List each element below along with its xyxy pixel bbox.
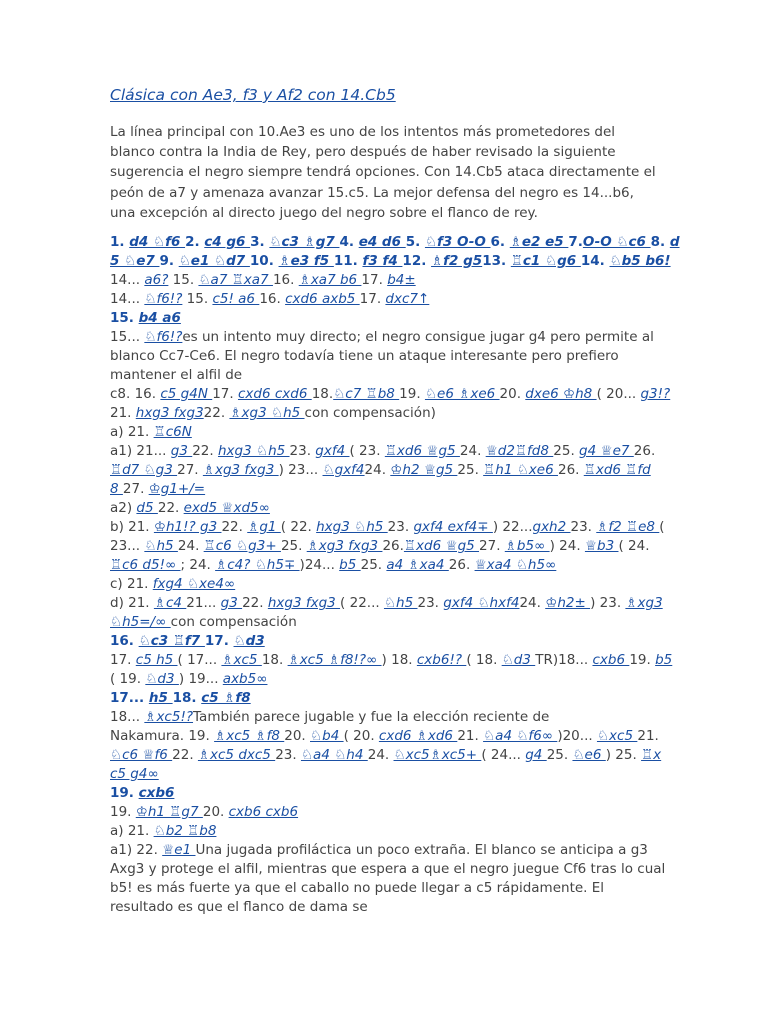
move-link[interactable]: ♘e1 ♘d7 xyxy=(178,253,250,269)
notation-line xyxy=(110,860,665,879)
move-link[interactable]: b4 a6 xyxy=(138,310,181,326)
move-link[interactable]: g3 xyxy=(170,443,193,459)
annotation-text: es un intento muy directo; el negro consigue jugar g4 pero permite al xyxy=(182,329,654,345)
move-link[interactable]: dxc7↑ xyxy=(385,291,430,307)
annotation-text: 15. xyxy=(168,272,199,288)
move-link[interactable]: f3 f4 xyxy=(362,253,403,269)
annotation-text: 25. xyxy=(457,462,484,478)
move-number: 9. xyxy=(159,253,179,269)
move-link[interactable]: b5 xyxy=(339,557,361,573)
notation-line xyxy=(110,575,235,594)
notation-line xyxy=(110,822,216,841)
move-link[interactable]: ♘a7 ♖xa7 xyxy=(198,272,273,288)
move-link[interactable]: ♗xc5 xyxy=(221,652,262,668)
annotation-text: 27. xyxy=(479,538,505,554)
move-link[interactable]: a6? xyxy=(144,272,169,288)
notation-line xyxy=(110,252,671,271)
annotation-text: 26. xyxy=(382,538,404,554)
notation-line xyxy=(110,708,549,727)
annotation-text: 27. xyxy=(177,462,203,478)
move-link[interactable]: ♘d3 xyxy=(233,633,265,649)
annotation-text: 25. xyxy=(280,538,307,554)
annotation-text: 21. xyxy=(110,405,136,421)
annotation-text: con compensación xyxy=(170,614,297,630)
move-link[interactable]: ♘b2 ♖b8 xyxy=(153,823,217,839)
annotation-text: 20. xyxy=(499,386,526,402)
move-link[interactable]: b4± xyxy=(387,272,416,288)
move-number: 8. xyxy=(650,234,670,250)
move-link[interactable]: g4 xyxy=(525,747,547,763)
annotation-text: blanco Cc7-Ce6. El negro todavía tiene un ataque interesante pero prefiero xyxy=(110,348,619,364)
move-link[interactable]: c5! a6 xyxy=(212,291,260,307)
annotation-text: ( 20... xyxy=(596,386,641,402)
annotation-text: 25. xyxy=(546,747,573,763)
move-link[interactable]: ♘e6 ♗xe6 xyxy=(424,386,500,402)
annotation-text: 14... xyxy=(110,291,145,307)
annotation-text: 24. xyxy=(459,443,486,459)
notation-line xyxy=(110,309,181,328)
move-link[interactable]: ♕d2♖fd8 xyxy=(485,443,554,459)
annotation-text: a1) 22. xyxy=(110,842,163,858)
move-link[interactable]: cxd6 axb5 xyxy=(285,291,360,307)
annotation-text: 17. xyxy=(110,652,136,668)
move-link[interactable]: ♘h5 xyxy=(144,538,178,554)
annotation-text: 14... xyxy=(110,272,145,288)
annotation-text: ( 17... xyxy=(177,652,222,668)
move-link[interactable]: c5 h5 xyxy=(135,652,178,668)
move-link[interactable]: ♖c1 ♘g6 xyxy=(510,253,581,269)
annotation-text: ( 24. xyxy=(618,538,650,554)
move-link[interactable]: exd5 ♕xd5∞ xyxy=(183,500,270,516)
annotation-text: con compensación) xyxy=(304,405,436,421)
annotation-text: 17. xyxy=(212,386,238,402)
notation-line xyxy=(110,518,665,537)
annotation-text: ) 23. xyxy=(590,595,626,611)
annotation-text: ) 23... xyxy=(278,462,323,478)
move-number: 16. xyxy=(110,633,139,649)
move-link[interactable]: 5 ♘e7 xyxy=(110,253,160,269)
move-link[interactable]: ♘f6!? xyxy=(144,291,183,307)
annotation-text: ) 25. xyxy=(605,747,642,763)
move-link[interactable]: ♘c7 ♖b8 xyxy=(333,386,400,402)
annotation-text: ( 24... xyxy=(481,747,526,763)
move-link[interactable]: cxd6 ♗xd6 xyxy=(378,728,458,744)
annotation-text: 19. xyxy=(629,652,656,668)
annotation-text: 22. xyxy=(172,747,198,763)
annotation-text: 16. xyxy=(272,272,299,288)
annotation-text: Una jugada profiláctica un poco extraña. El blanco se anticipa a g3 xyxy=(195,842,648,858)
notation-line xyxy=(110,442,655,461)
annotation-text: También parece jugable y fue la elección reciente de xyxy=(193,709,550,725)
notation-line xyxy=(110,404,436,423)
annotation-text: c) 21. xyxy=(110,576,153,592)
annotation-text: 22. xyxy=(203,405,230,421)
notation-line xyxy=(110,784,174,803)
move-number: 15. xyxy=(110,310,139,326)
annotation-text: 24. xyxy=(367,747,394,763)
notation-line xyxy=(110,689,251,708)
move-link[interactable]: O-O ♘c6 xyxy=(582,234,651,250)
notation-line xyxy=(110,765,159,784)
annotation-text: mantener el alfil de xyxy=(110,367,243,383)
annotation-text: c8. 16. xyxy=(110,386,161,402)
notation-line xyxy=(110,898,368,917)
annotation-text: ( 22... xyxy=(340,595,384,611)
annotation-text: 17. xyxy=(361,272,388,288)
annotation-text: 17. xyxy=(359,291,386,307)
move-link[interactable]: g3!? xyxy=(640,386,671,402)
move-link[interactable]: c5 g4N xyxy=(160,386,213,402)
move-link[interactable]: ♔g1+/= xyxy=(148,481,206,497)
move-link[interactable]: ♖xd6 ♖fd xyxy=(583,462,651,478)
move-number: 4. xyxy=(339,234,359,250)
annotation-text: 22. xyxy=(192,443,218,459)
move-number: 18. xyxy=(172,690,202,706)
move-link[interactable]: c5 g4∞ xyxy=(110,766,159,782)
move-link[interactable]: ♗xg3 xyxy=(625,595,663,611)
move-link[interactable]: e4 d6 xyxy=(358,234,406,250)
move-link[interactable]: ♘f6!? xyxy=(144,329,183,345)
notation-line xyxy=(110,537,650,556)
move-number: 11. xyxy=(333,253,363,269)
move-link[interactable]: hxg3 fxg3 xyxy=(267,595,341,611)
move-number: 10. xyxy=(249,253,279,269)
annotation-text: 26. xyxy=(557,462,584,478)
annotation-text: 20. xyxy=(202,804,229,820)
move-link[interactable]: ♕xa4 ♘h5∞ xyxy=(474,557,557,573)
move-link[interactable]: ♘c3 ♖f7 xyxy=(138,633,205,649)
annotation-text: ( 23. xyxy=(349,443,385,459)
notation-line xyxy=(110,480,205,499)
annotation-text: Nakamura. 19. xyxy=(110,728,215,744)
annotation-text: 23. xyxy=(275,747,301,763)
move-link[interactable]: ♗xc5 ♗f8!?∞ xyxy=(287,652,382,668)
move-link[interactable]: hxg3 ♘h5 xyxy=(316,519,388,535)
move-link[interactable]: fxg4 ♘xe4∞ xyxy=(152,576,236,592)
move-number: 12. xyxy=(402,253,432,269)
move-link[interactable]: ♗xc5 ♗f8 xyxy=(214,728,285,744)
move-link[interactable]: ♔h2 ♕g5 xyxy=(390,462,458,478)
move-link[interactable]: cxb6 cxb6 xyxy=(228,804,299,820)
move-link[interactable]: c5 ♗f8 xyxy=(201,690,251,706)
annotation-text: 21. xyxy=(457,728,484,744)
move-link[interactable]: h5 xyxy=(148,690,173,706)
annotation-text: 24. xyxy=(364,462,391,478)
move-link[interactable]: ♘h5 xyxy=(383,595,418,611)
annotation-text: b5! es más fuerte ya que el caballo no puede llegar a c5 rápidamente. El xyxy=(110,880,605,896)
move-link[interactable]: cxb6 xyxy=(138,785,175,801)
annotation-text: 21... xyxy=(186,595,221,611)
move-link[interactable]: ♗xg3 fxg3 xyxy=(202,462,279,478)
move-number: 6. xyxy=(490,234,510,250)
annotation-text: a1) 21... xyxy=(110,443,171,459)
annotation-text: ) 19... xyxy=(178,671,223,687)
move-link[interactable]: ♔h1!? g3 xyxy=(153,519,222,535)
move-link[interactable]: cxb6 xyxy=(592,652,630,668)
notation-line xyxy=(110,499,270,518)
move-number: 2. xyxy=(185,234,205,250)
move-link[interactable]: hxg3 ♘h5 xyxy=(217,443,290,459)
move-link[interactable]: d xyxy=(669,234,680,250)
notation-line xyxy=(110,670,267,689)
move-link[interactable]: cxd6 cxd6 xyxy=(237,386,312,402)
move-link[interactable]: ♘b5 b6! xyxy=(609,253,671,269)
notation-line xyxy=(110,651,672,670)
move-link[interactable]: dxe6 ♔h8 xyxy=(525,386,597,402)
move-link[interactable]: ♘xc5♗xc5+ xyxy=(393,747,482,763)
move-link[interactable]: gxh2 xyxy=(532,519,571,535)
annotation-text: 26. xyxy=(633,443,656,459)
notation-line xyxy=(110,366,242,385)
move-link[interactable]: d4 ♘f6 xyxy=(129,234,186,250)
annotation-text: 22. xyxy=(157,500,184,516)
move-link[interactable]: d5 xyxy=(136,500,158,516)
move-link[interactable]: ♗f2 ♖e8 xyxy=(596,519,660,535)
annotation-text: ( 18. xyxy=(466,652,502,668)
move-link[interactable]: gxf4 exf4∓ xyxy=(413,519,493,535)
move-link[interactable]: ♖x xyxy=(641,747,662,763)
move-number: 14. xyxy=(580,253,610,269)
move-link[interactable]: ♗c4 xyxy=(153,595,187,611)
annotation-text: 24. xyxy=(177,538,204,554)
move-link[interactable]: ♗e3 f5 xyxy=(278,253,334,269)
annotation-text: )24... xyxy=(299,557,340,573)
move-link[interactable]: ♘c3 ♗g7 xyxy=(269,234,340,250)
move-number: 7. xyxy=(568,234,583,250)
annotation-text: 20. xyxy=(284,728,311,744)
annotation-text: d) 21. xyxy=(110,595,154,611)
notation-line xyxy=(110,879,604,898)
annotation-text: 19. xyxy=(399,386,425,402)
move-link[interactable]: ♘c6 ♕f6 xyxy=(110,747,173,763)
annotation-text: 16. xyxy=(259,291,286,307)
annotation-text: 15... xyxy=(110,329,145,345)
notation-line xyxy=(110,233,680,252)
notation-line xyxy=(110,290,429,309)
notation-line xyxy=(110,385,670,404)
annotation-text: 24. xyxy=(519,595,546,611)
annotation-text: ( xyxy=(659,519,665,535)
annotation-text: 23. xyxy=(417,595,444,611)
annotation-text: Axg3 y protege el alfil, mientras que espera a que el negro juegue Cf6 tras lo cual xyxy=(110,861,666,877)
annotation-text: a) 21. xyxy=(110,424,154,440)
move-link[interactable]: ♖c6 ♘g3+ xyxy=(203,538,281,554)
annotation-text: resultado es que el flanco de dama se xyxy=(110,899,368,915)
move-link[interactable]: hxg3 fxg3 xyxy=(135,405,204,421)
annotation-text: ( 20. xyxy=(343,728,379,744)
move-link[interactable]: ♘xc5 xyxy=(596,728,638,744)
move-link[interactable]: ♘gxf4 xyxy=(322,462,365,478)
move-link[interactable]: ♗xg3 fxg3 xyxy=(306,538,383,554)
move-link[interactable]: ♗xc5 dxc5 xyxy=(197,747,276,763)
annotation-text: ) 24. xyxy=(549,538,585,554)
move-link[interactable]: ♗g1 xyxy=(247,519,281,535)
move-link[interactable]: ♘a4 ♘f6∞ xyxy=(483,728,558,744)
move-link[interactable]: ♔h1 ♖g7 xyxy=(135,804,203,820)
move-link[interactable]: ♖xd6 ♕g5 xyxy=(403,538,480,554)
annotation-text: 18. xyxy=(261,652,288,668)
notation-line xyxy=(110,594,663,613)
move-link[interactable]: ♘e6 xyxy=(572,747,606,763)
annotation-text: 23. xyxy=(289,443,316,459)
notation-line xyxy=(110,727,659,746)
annotation-text: ( 22. xyxy=(280,519,317,535)
move-number: 3. xyxy=(250,234,270,250)
move-link[interactable]: ♗e2 e5 xyxy=(509,234,569,250)
move-link[interactable]: cxb6!? xyxy=(416,652,467,668)
annotation-text: 27. xyxy=(122,481,149,497)
annotation-text: 23. xyxy=(570,519,597,535)
move-link[interactable]: g3 xyxy=(220,595,243,611)
notation-line xyxy=(110,328,654,347)
notation-line xyxy=(110,556,556,575)
move-link[interactable]: 8 xyxy=(110,481,123,497)
notation-line xyxy=(110,746,661,765)
annotation-text: 18. xyxy=(311,386,334,402)
move-number: 17. xyxy=(204,633,234,649)
move-link[interactable]: a4 ♗xa4 xyxy=(386,557,449,573)
move-link[interactable]: gxf4 ♘hxf4 xyxy=(443,595,520,611)
move-link[interactable]: ♖c6N xyxy=(153,424,192,440)
notation-line xyxy=(110,841,648,860)
annotation-text: ) 22... xyxy=(492,519,533,535)
move-link[interactable]: ♗f2 g5 xyxy=(431,253,483,269)
move-number: 1. xyxy=(110,234,130,250)
annotation-text: 19. xyxy=(110,804,136,820)
move-link[interactable]: ♗c4? ♘h5∓ xyxy=(215,557,300,573)
intro-paragraph: La línea principal con 10.Ae3 es uno de los intentos más prometedores del blanco contra la India de Rey, pero después de haber revisado la siguiente sugerencia el negro siempre tendrá opciones. Con 14.Cb5 ataca directamente el peón de a7 y amenaza avanzar 15.c5. La mejor defensa del negro es 14...b6, una excepción al directo juego del negro sobre el flanco de rey. xyxy=(110,124,656,221)
move-link[interactable]: ♖c6 d5!∞ xyxy=(110,557,181,573)
annotation-text: 15. xyxy=(182,291,213,307)
move-number: 5. xyxy=(405,234,425,250)
annotation-text: ( 19. xyxy=(110,671,146,687)
move-link[interactable]: ♖xd6 ♕g5 xyxy=(384,443,460,459)
annotation-text: )20... xyxy=(557,728,597,744)
annotation-text: b) 21. xyxy=(110,519,154,535)
notation-line xyxy=(110,803,298,822)
annotation-text: 25. xyxy=(360,557,387,573)
move-link[interactable]: ♘b4 xyxy=(310,728,344,744)
move-link[interactable]: ♖h1 ♘xe6 xyxy=(483,462,558,478)
annotation-text: 23. xyxy=(387,519,414,535)
move-link[interactable]: ♘a4 ♘h4 xyxy=(300,747,368,763)
annotation-text: 25. xyxy=(553,443,580,459)
move-link[interactable]: ♗xc5!? xyxy=(144,709,194,725)
article-title[interactable]: Clásica con Ae3, f3 y Af2 con 14.Cb5 xyxy=(110,86,396,104)
annotation-text: 22. xyxy=(242,595,268,611)
notation-line xyxy=(110,613,297,632)
move-link[interactable]: ♘d3 xyxy=(145,671,179,687)
annotation-text: 21. xyxy=(637,728,659,744)
move-link[interactable]: ♗b5∞ xyxy=(504,538,550,554)
annotation-text: ; 24. xyxy=(180,557,216,573)
move-link[interactable]: ♘h5=/∞ xyxy=(110,614,171,630)
notation-line xyxy=(110,461,651,480)
annotation-text: ) 18. xyxy=(381,652,417,668)
notation-line xyxy=(110,347,619,366)
annotation-text: 23... xyxy=(110,538,145,554)
move-link[interactable]: gxf4 xyxy=(315,443,350,459)
move-link[interactable]: ♕b3 xyxy=(584,538,619,554)
annotation-text: 26. xyxy=(448,557,475,573)
move-link[interactable]: ♗xg3 ♘h5 xyxy=(229,405,305,421)
move-link[interactable]: c4 g6 xyxy=(204,234,251,250)
move-link[interactable]: ♖d7 ♘g3 xyxy=(110,462,178,478)
annotation-text: TR)18... xyxy=(535,652,593,668)
annotation-text: 18... xyxy=(110,709,145,725)
annotation-text: a2) xyxy=(110,500,137,516)
move-link[interactable]: ♕e1 xyxy=(162,842,196,858)
notation-line xyxy=(110,632,265,651)
move-number: 17... xyxy=(110,690,149,706)
annotation-text: a) 21. xyxy=(110,823,154,839)
move-link[interactable]: g4 ♕e7 xyxy=(579,443,634,459)
move-link[interactable]: axb5∞ xyxy=(222,671,268,687)
move-number: 19. xyxy=(110,785,139,801)
notation-line xyxy=(110,423,192,442)
move-link[interactable]: ♘f3 O-O xyxy=(424,234,491,250)
move-link[interactable]: ♔h2± xyxy=(545,595,591,611)
move-number: 13. xyxy=(482,253,511,269)
move-link[interactable]: b5 xyxy=(655,652,673,668)
move-link[interactable]: ♗xa7 b6 xyxy=(298,272,362,288)
move-link[interactable]: ♘d3 xyxy=(501,652,536,668)
notation-line xyxy=(110,271,416,290)
annotation-text: 22. xyxy=(221,519,248,535)
